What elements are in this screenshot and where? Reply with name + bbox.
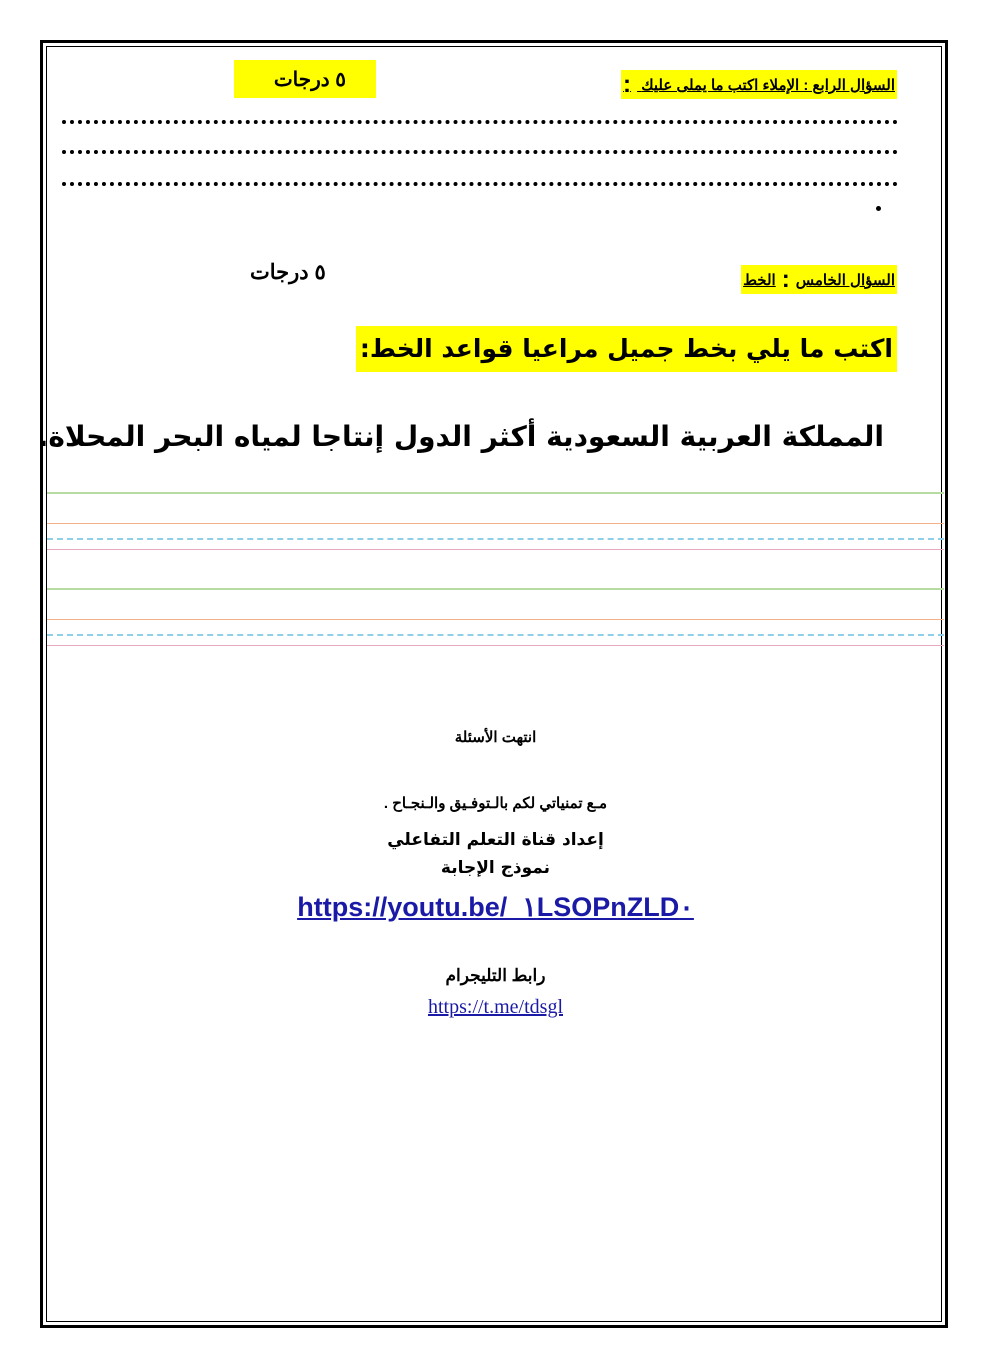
question4-label xyxy=(621,70,897,99)
telegram-link[interactable] xyxy=(47,996,944,1019)
wishes-text: مـع تمنياتي لكم بالـتوفـيق والـنجـاح . xyxy=(383,795,608,812)
guide-line-top-1 xyxy=(47,492,944,494)
youtube-link[interactable] xyxy=(47,892,944,923)
dictation-end-dot xyxy=(876,206,881,211)
question4-label-text: السؤال الرابع : الإملاء اكتب ما يملى عليك xyxy=(641,77,895,94)
prepared-by: إعداد قناة التعلم التفاعلي xyxy=(387,830,604,850)
guide-line-bottom-1 xyxy=(47,549,944,550)
question4-grade: ٥ درجات xyxy=(234,60,376,98)
guide-line-top-2 xyxy=(47,588,944,590)
end-of-questions: انتهت الأسئلة xyxy=(454,729,537,746)
youtube-link-anchor[interactable]: https://youtu.be/_١LSOPnZLD٠ xyxy=(297,892,694,922)
question5-topic: الخط xyxy=(743,272,776,289)
answer-model-title: نموذج الإجابة xyxy=(440,858,551,878)
guide-line-base-2 xyxy=(47,619,944,620)
question4-colon: : xyxy=(623,71,632,98)
guide-line-bottom-2 xyxy=(47,645,944,646)
page-border-inner xyxy=(46,46,942,1322)
handwriting-sentence: المملكة العربية السعودية أكثر الدول إنتاجا لمياه البحر المحلاة. xyxy=(37,420,884,453)
guide-line-base-1 xyxy=(47,523,944,524)
telegram-label: رابط التليجرام xyxy=(445,966,546,985)
question5-label xyxy=(741,265,897,294)
guide-line-mid-2 xyxy=(47,634,944,636)
telegram-link-anchor[interactable]: https://t.me/tdsgl xyxy=(427,996,563,1018)
handwriting-instruction: اكتب ما يلي بخط جميل مراعيا قواعد الخط: xyxy=(356,326,897,372)
dictation-line-2 xyxy=(62,140,898,154)
dictation-line-3 xyxy=(62,172,898,186)
question5-colon: : xyxy=(781,266,790,293)
question5-grade: ٥ درجات xyxy=(250,261,326,284)
dictation-line-1 xyxy=(62,110,898,124)
question5-label-text: السؤال الخامس xyxy=(795,272,895,289)
guide-line-mid-1 xyxy=(47,538,944,540)
